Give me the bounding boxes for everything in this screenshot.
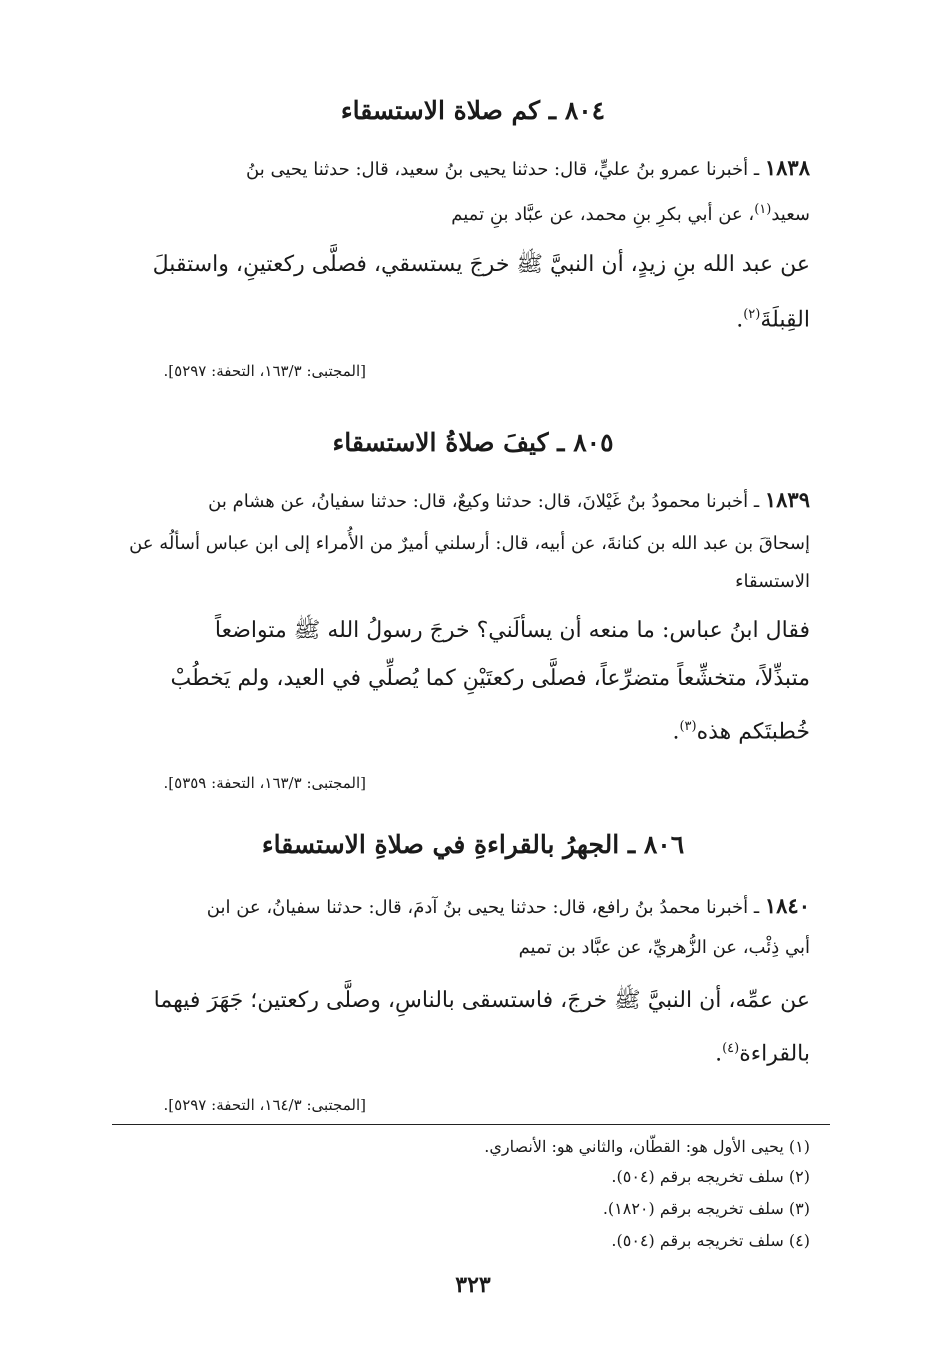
chapter-heading: ٨٠٤ ـ كم صلاة الاستسقاء bbox=[340, 96, 606, 125]
isnad-text: ـ أخبرنا عمرو بنُ عليٍّ، قال: حدثنا يحيى بنُ سعيد، قال: حدثنا يحيى بنُ bbox=[246, 159, 760, 180]
footnote: (٢) سلف تخريجه برقم (٥٠٤). bbox=[611, 1167, 810, 1186]
hadith-number: ١٨٣٨ bbox=[764, 155, 810, 180]
isnad-line bbox=[110, 486, 810, 516]
chapter-heading: ٨٠٦ ـ الجهرُ بالقراءةِ في صلاةِ الاستسقاء bbox=[261, 830, 685, 859]
matn-line bbox=[110, 1032, 810, 1071]
footnote-mark: (٣) bbox=[679, 719, 697, 734]
isnad-line bbox=[110, 892, 810, 922]
source-reference: [المجتبى: ١٦٤/٣، التحفة: ٥٢٩٧]. bbox=[163, 1096, 366, 1114]
isnad-line: أبي ذِئْب، عن الزُّهريِّ، عن عبَّاد بن تميم bbox=[518, 937, 810, 958]
isnad-line: إسحاقَ بن عبد الله بن كنانةَ، عن أبيه، قال: أرسلني أميرٌ من الأُمراء إلى ابن عباس أسألُه عن bbox=[129, 533, 810, 554]
isnad-text: ـ أخبرنا محمودُ بنُ غَيْلانَ، قال: حدثنا وكيعٌ، قال: حدثنا سفيانُ، عن هشام بن bbox=[208, 491, 760, 512]
footnote-divider bbox=[112, 1124, 830, 1125]
matn-text: . bbox=[736, 307, 744, 333]
footnote-mark: (٤) bbox=[722, 1041, 740, 1056]
isnad-line bbox=[110, 154, 810, 184]
footnote: (١) يحيى الأول هو: القطّان، والثاني هو: الأنصاري. bbox=[484, 1137, 810, 1156]
matn-text: القِبلَةَ bbox=[760, 307, 810, 333]
page-number: ٣٢٣ bbox=[455, 1272, 491, 1298]
chapter-heading: ٨٠٥ ـ كيفَ صلاةُ الاستسقاء bbox=[332, 428, 614, 457]
isnad-line: الاستسقاء bbox=[735, 571, 810, 592]
isnad-text: سعيد bbox=[771, 204, 810, 225]
source-reference: [المجتبى: ١٦٣/٣، التحفة: ٥٢٩٧]. bbox=[163, 362, 366, 380]
matn-line: عن عمِّه، أن النبيَّ ﷺ خرجَ، فاستسقى بالناسِ، وصلَّى ركعتين؛ جَهَرَ فيهما bbox=[153, 988, 810, 1013]
footnote: (٣) سلف تخريجه برقم (١٨٢٠). bbox=[602, 1199, 810, 1218]
matn-line bbox=[110, 710, 810, 749]
matn-line: عن عبد الله بنِ زيدٍ، أن النبيَّ ﷺ خرجَ يستسقي، فصلَّى ركعتينِ، واستقبلَ bbox=[152, 252, 810, 277]
matn-line bbox=[110, 298, 810, 337]
footnote-mark: (١) bbox=[754, 202, 772, 217]
source-reference: [المجتبى: ١٦٣/٣، التحفة: ٥٣٥٩]. bbox=[163, 774, 366, 792]
isnad-text: ـ أخبرنا محمدُ بنُ رافع، قال: حدثنا يحيى بنُ آدمَ، قال: حدثنا سفيانُ، عن ابن bbox=[206, 897, 760, 918]
matn-text: . bbox=[672, 719, 680, 745]
matn-line: متبذِّلاً، متخشِّعاً متضرِّعاً، فصلَّى ركعتَيْنِ كما يُصلِّي في العيد، ولم يَخطُبْ bbox=[170, 666, 810, 691]
isnad-line bbox=[110, 196, 810, 229]
matn-text: خُطبتَكم هذه bbox=[696, 719, 810, 745]
footnote-mark: (٢) bbox=[743, 307, 761, 322]
matn-text: بالقراءة bbox=[739, 1041, 810, 1067]
matn-line: فقال ابنُ عباس: ما منعه أن يسألَني؟ خرجَ رسولُ الله ﷺ متواضعاً bbox=[214, 618, 810, 643]
isnad-text: ، عن أبي بكرِ بنِ محمد، عن عبَّاد بنِ تميم bbox=[451, 204, 755, 225]
hadith-number: ١٨٣٩ bbox=[764, 487, 810, 512]
matn-text: . bbox=[715, 1041, 723, 1067]
footnote: (٤) سلف تخريجه برقم (٥٠٤). bbox=[611, 1231, 810, 1250]
hadith-number: ١٨٤٠ bbox=[764, 893, 810, 918]
